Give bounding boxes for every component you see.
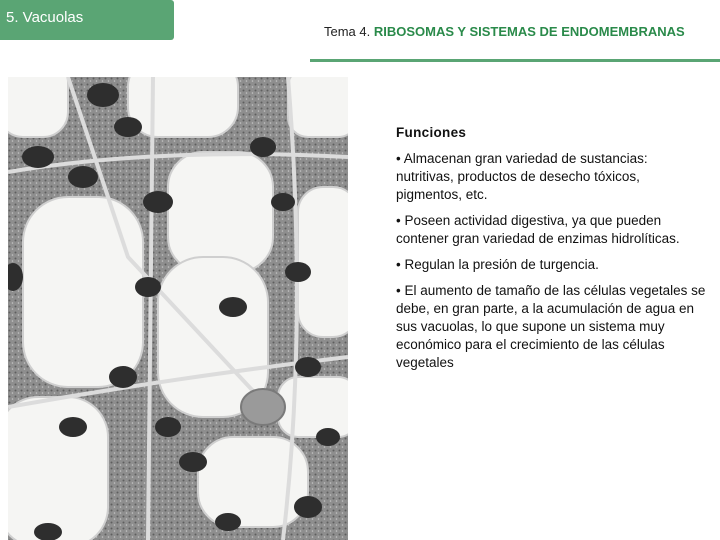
bullet-turgor: • Regulan la presión de turgencia. [396, 257, 599, 272]
bullet-growth: • El aumento de tamaño de las células vegetales se debe, en gran parte, a la acumulación de agua en sus vacuolas, lo que supone un sistema muy económico para el crecimiento de las células vegetales [396, 283, 706, 370]
bullet-digestion: • Poseen actividad digestiva, ya que pueden contener gran variedad de enzimas hidrolíticas. [396, 213, 680, 246]
functions-heading: Funciones [396, 125, 467, 140]
functions-panel [396, 124, 708, 380]
plant-cell-micrograph-image [8, 77, 348, 540]
header-divider [310, 59, 720, 62]
title-main: RIBOSOMAS Y SISTEMAS DE ENDOMEMBRANAS [373, 24, 685, 39]
title-prefix: Tema 4. [324, 24, 371, 39]
page-title [324, 24, 685, 39]
section-tab-label: 5. Vacuolas [6, 9, 84, 26]
section-tab [0, 0, 174, 40]
bullet-storage: • Almacenan gran variedad de sustancias: nutritivas, productos de desecho tóxicos, pigmentos, etc. [396, 151, 648, 202]
